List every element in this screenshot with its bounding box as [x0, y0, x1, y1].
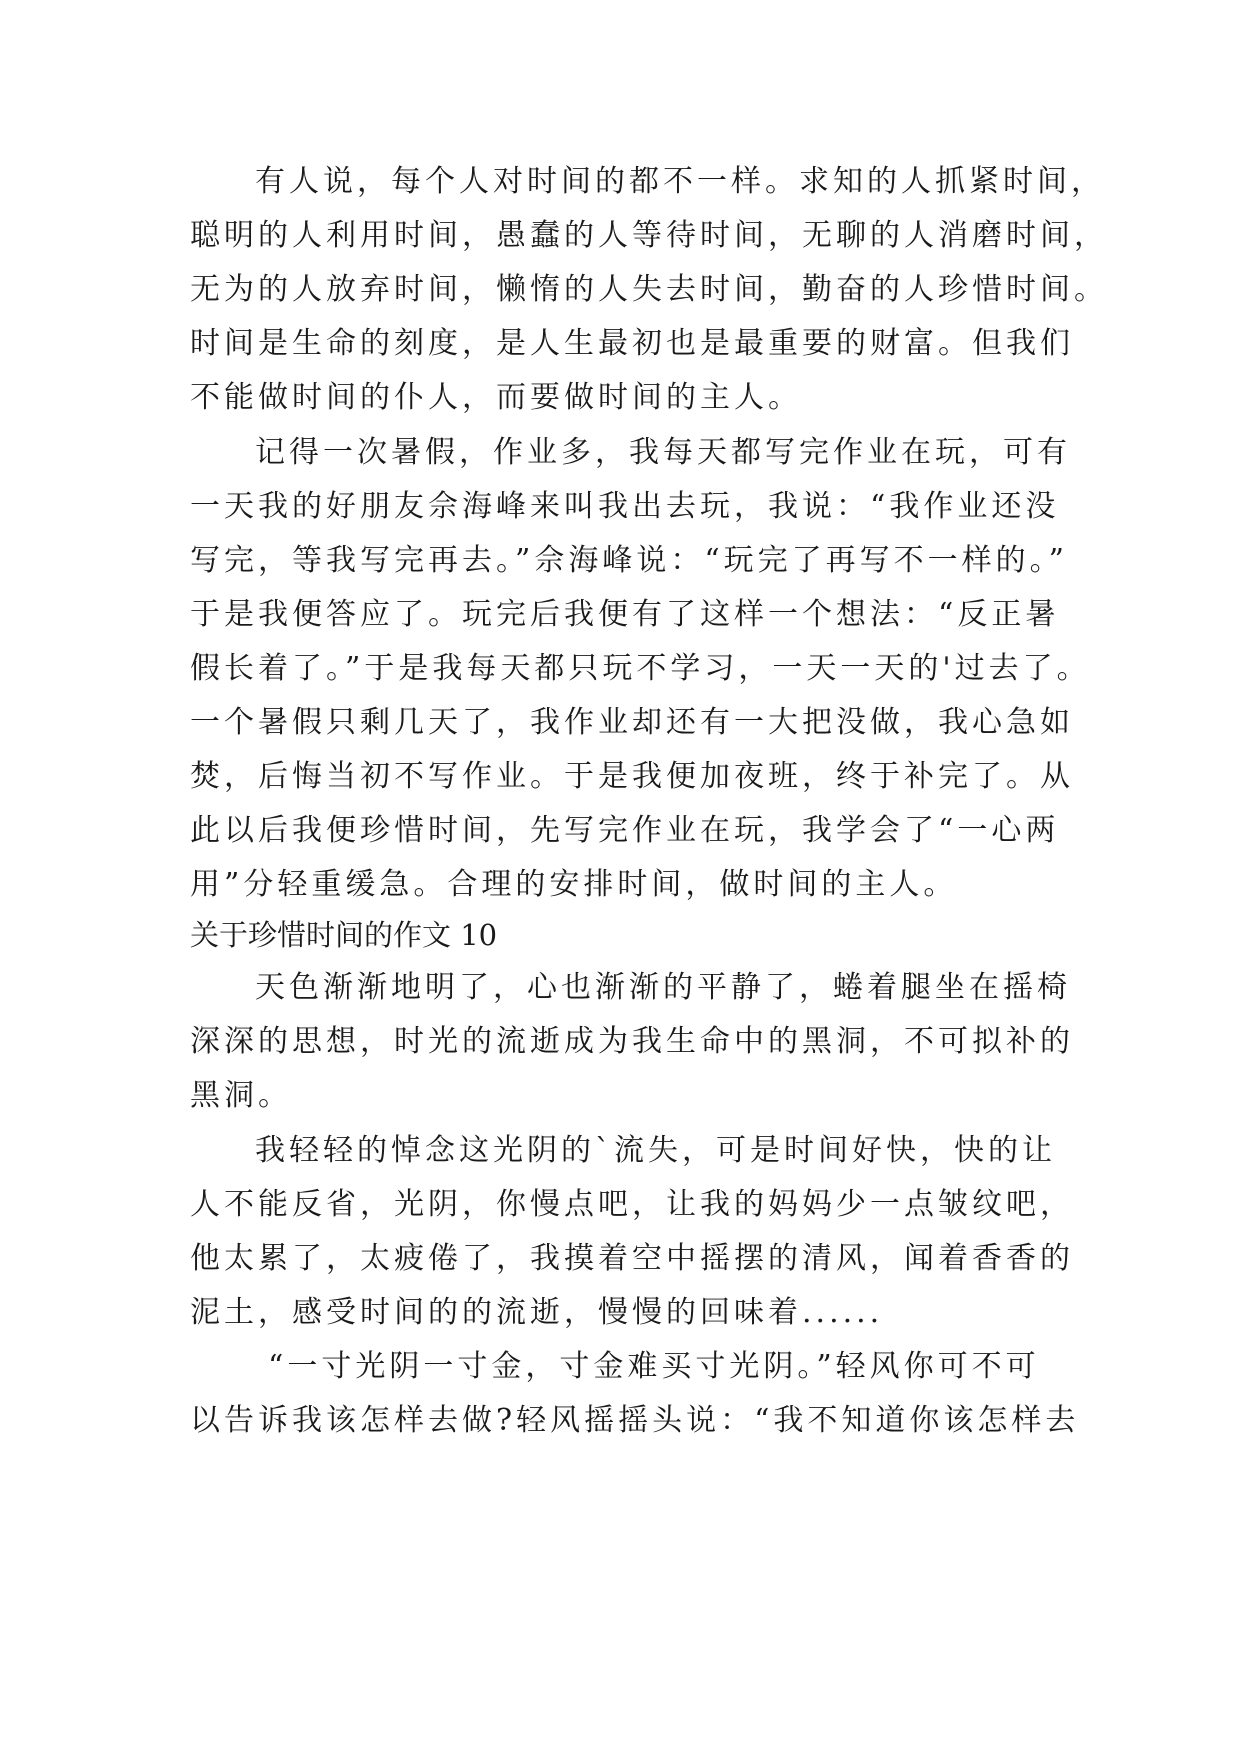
para-1-line-2: 聪明的人利用时间，愚蠢的人等待时间，无聊的人消磨时间， — [190, 218, 1108, 253]
para-4-line-2: 人不能反省，光阴，你慢点吧，让我的妈妈少一点皱纹吧， — [190, 1187, 1074, 1222]
para-2-line-2: 一天我的好朋友佘海峰来叫我出去玩，我说：“我作业还没 — [190, 489, 1060, 524]
para-5-line-2: 以告诉我该怎样去做?轻风摇摇头说：“我不知道你该怎样去 — [190, 1403, 1080, 1438]
para-2-line-5: 假长着了。”于是我每天都只玩不学习，一天一天的'过去了。 — [190, 651, 1091, 686]
para-4-line-4: 泥土，感受时间的的流逝，慢慢的回味着...... — [190, 1295, 884, 1330]
para-2-line-1: 记得一次暑假，作业多，我每天都写完作业在玩，可有 — [255, 435, 1071, 470]
section-heading: 关于珍惜时间的作文 10 — [190, 918, 498, 952]
para-1-line-1: 有人说，每个人对时间的都不一样。求知的人抓紧时间， — [255, 164, 1105, 199]
para-4-line-3: 他太累了，太疲倦了，我摸着空中摇摆的清风，闻着香香的 — [190, 1241, 1074, 1276]
para-2-line-4: 于是我便答应了。玩完后我便有了这样一个想法：“反正暑 — [190, 597, 1060, 632]
para-2-line-6: 一个暑假只剩几天了，我作业却还有一大把没做，我心急如 — [190, 705, 1074, 740]
para-5-line-1: “一寸光阴一寸金，寸金难买寸光阴。”轻风你可不可 — [268, 1349, 1040, 1384]
para-3-line-1: 天色渐渐地明了，心也渐渐的平静了，蜷着腿坐在摇椅 — [255, 970, 1071, 1005]
para-4-line-1: 我轻轻的悼念这光阴的`流失，可是时间好快，快的让 — [255, 1133, 1056, 1168]
para-2-line-7: 焚，后悔当初不写作业。于是我便加夜班，终于补完了。从 — [190, 759, 1074, 794]
para-3-line-3: 黑洞。 — [190, 1078, 292, 1113]
para-1-line-3: 无为的人放弃时间，懒惰的人失去时间，勤奋的人珍惜时间。 — [190, 272, 1108, 307]
para-3-line-2: 深深的思想，时光的流逝成为我生命中的黑洞，不可拟补的 — [190, 1024, 1074, 1059]
para-2-line-9: 用”分轻重缓急。合理的安排时间，做时间的主人。 — [190, 867, 958, 902]
para-1-line-5: 不能做时间的仆人，而要做时间的主人。 — [190, 380, 802, 415]
para-1-line-4: 时间是生命的刻度，是人生最初也是最重要的财富。但我们 — [190, 326, 1074, 361]
para-2-line-8: 此以后我便珍惜时间，先写完作业在玩，我学会了“一心两 — [190, 813, 1060, 848]
para-2-line-3: 写完，等我写完再去。”佘海峰说：“玩完了再写不一样的。” — [190, 543, 1069, 578]
